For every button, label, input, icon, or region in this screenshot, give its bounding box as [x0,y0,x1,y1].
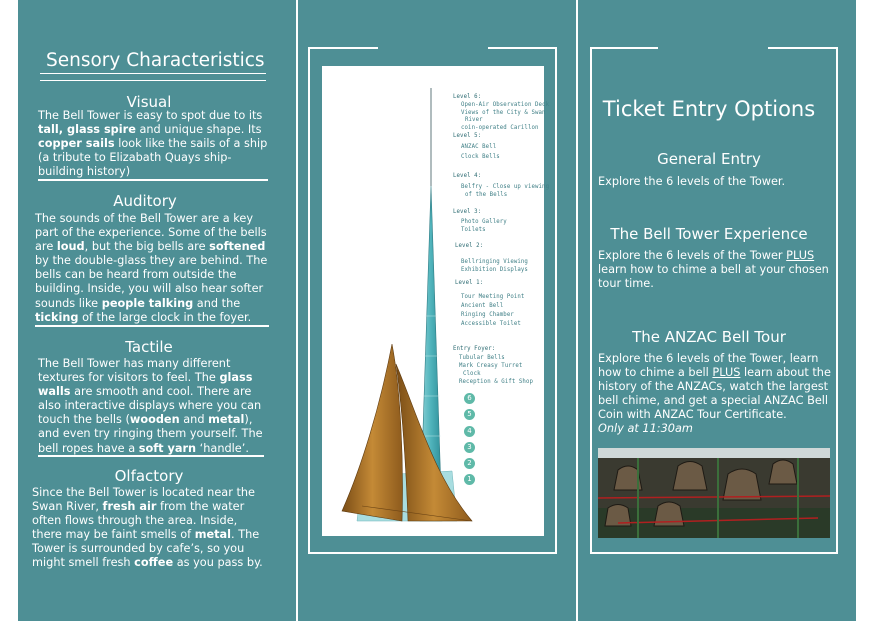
anzac-time: Only at 11:30am [598,422,693,435]
title-divider-bottom [40,80,266,81]
general-text: Explore the 6 levels of the Tower. [598,175,786,188]
level2-title: Level 2: [455,243,484,249]
level1-item4: Accessible Toilet [461,321,521,327]
entry-item2: Mark Creasy Turret [459,363,523,369]
anzac-text: Explore the 6 levels of the Tower, learn how to chime a bell PLUS learn about the history of the ANZACs, watch the largest bell chime, and get a special ANZAC Bell Coin with ANZAC Tour Certificate. [598,352,831,422]
level1-item2: Ancient Bell [461,303,504,309]
level-circle-1: 1 [464,474,475,485]
olfactory-text: Since the Bell Tower is located near the Swan River, fresh air from the water often flows through the area. Inside, there may be faint smells of metal. The Tower is surrounded by cafe’s, so you might smell fresh coffee as you pass by. [32,486,263,570]
level1-title: Level 1: [455,280,484,286]
level-circle-4: 4 [464,426,475,437]
entry-item2b: Clock [463,371,481,377]
tower-panel [298,0,576,621]
entry-title: Entry Foyer: [453,346,496,352]
sensory-panel [18,0,296,621]
auditory-divider [35,325,269,327]
entry-item3: Reception & Gift Shop [459,379,534,385]
level5-item1: ANZAC Bell [461,144,497,150]
tickets-title: Ticket Entry Options [602,97,816,121]
auditory-text: The sounds of the Bell Tower are a key part of the experience. Some of the bells are loud, but the big bells are softened by the double-glass they are behind. The bells can be heard from outside the building. Inside, you will also hear softer sounds like people talking and the ticking of the large clock in the foyer. [35,212,268,324]
general-heading: General Entry [657,150,761,168]
level3-title: Level 3: [453,209,482,215]
anzac-heading: The ANZAC Bell Tour [632,328,786,346]
visual-text: The Bell Tower is easy to spot due to its tall, glass spire and unique shape. Its copper sails look like the sails of a ship (a tribute to Elizabath Quays ship-building history) [38,109,268,179]
level3-item1: Photo Gallery [461,219,507,225]
entry-item1: Tubular Bells [459,355,505,361]
tactile-divider [38,455,264,457]
level6-item3: coin-operated Carillon [461,125,539,131]
level-circle-6: 6 [464,393,475,404]
auditory-heading: Auditory [113,192,177,210]
level4-item1: Belfry - Close up viewing [461,184,550,190]
level6-item1: Open-Air Observation Deck [461,102,550,108]
level-circle-5: 5 [464,409,475,420]
title-divider-top [40,73,266,74]
level2-item2: Exhibition Displays [461,267,528,273]
bells-photo [598,448,830,538]
tower-diagram [322,66,550,536]
level6-item2b: River [465,117,483,123]
visual-divider [38,179,268,181]
level1-item3: Ringing Chamber [461,312,514,318]
tactile-heading: Tactile [125,338,173,356]
level1-item1: Tour Meeting Point [461,294,525,300]
bells-illustration [598,448,830,538]
level4-item1b: of the Bells [465,192,508,198]
level5-title: Level 5: [453,133,482,139]
bell-tower-illustration [322,66,544,536]
experience-heading: The Bell Tower Experience [610,225,808,243]
olfactory-heading: Olfactory [114,467,184,485]
level6-title: Level 6: [453,94,482,100]
level5-item2: Clock Bells [461,154,500,160]
level6-item2: Views of the City & Swan [461,110,546,116]
sensory-title: Sensory Characteristics [46,50,265,71]
level4-title: Level 4: [453,173,482,179]
tactile-text: The Bell Tower has many different textures for visitors to feel. The glass walls are smooth and cool. There are also interactive displays where you can touch the bells (wooden and metal), and even try ringing them yourself. The bell ropes have a soft yarn ‘handle’. [38,357,263,455]
visual-heading: Visual [126,93,172,111]
tickets-panel [578,0,856,621]
level-circle-3: 3 [464,442,475,453]
experience-text: Explore the 6 levels of the Tower PLUS learn how to chime a bell at your chosen tour time. [598,249,829,291]
level2-item1: Bellringing Viewing [461,259,528,265]
level3-item2: Toilets [461,227,486,233]
level-circle-2: 2 [464,458,475,469]
